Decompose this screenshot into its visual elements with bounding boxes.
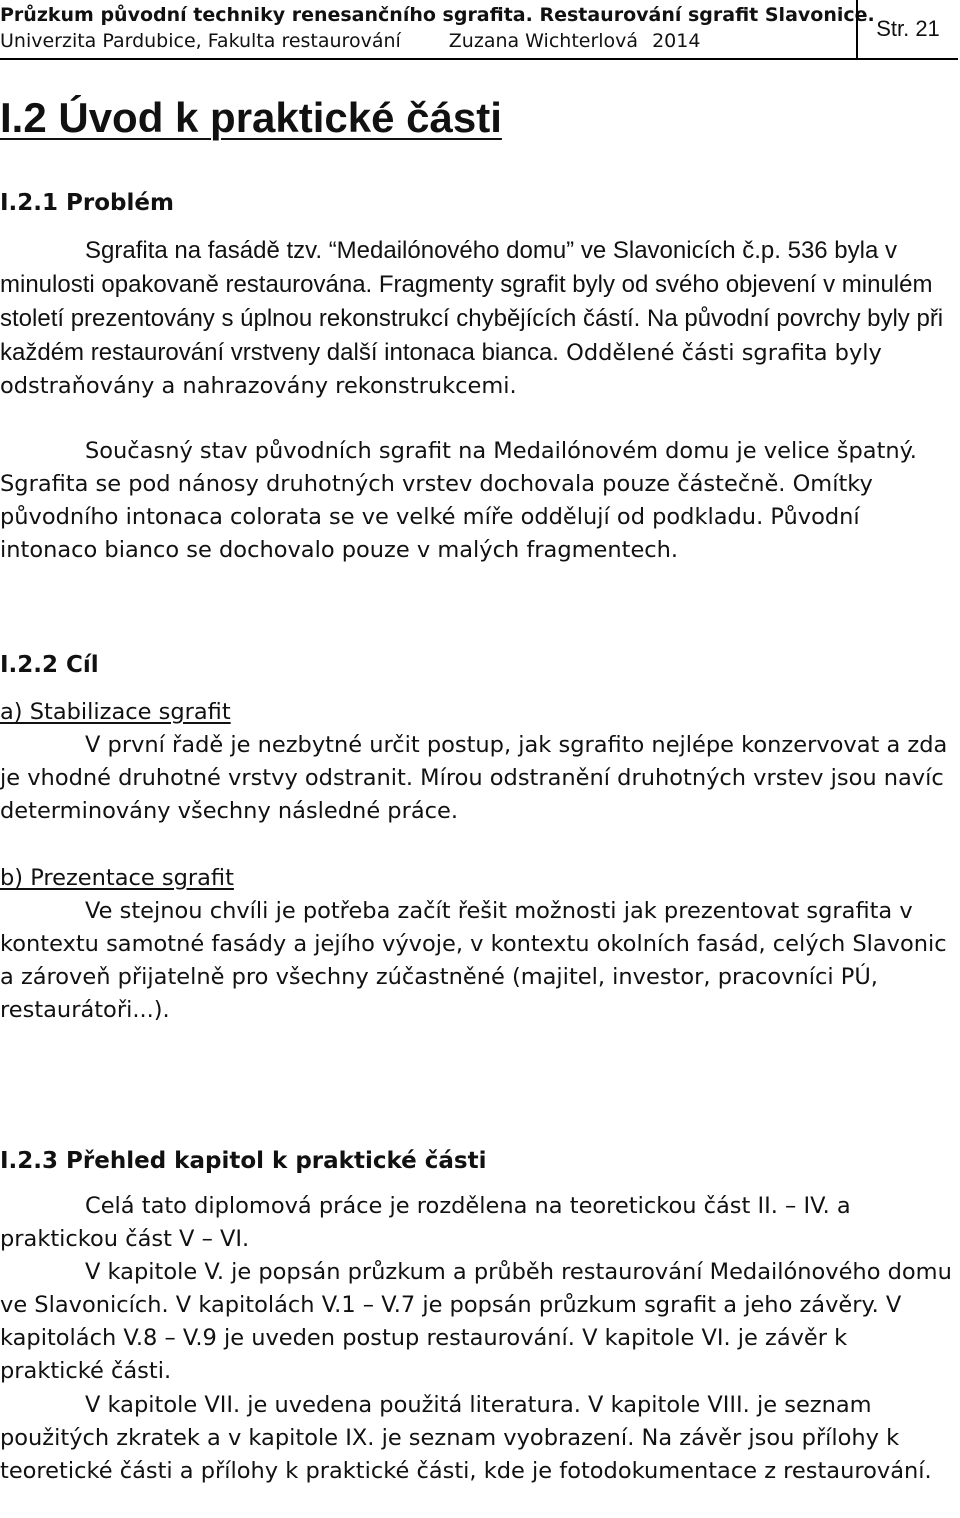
header-year: 2014 [652, 30, 701, 52]
header-author: Zuzana Wichterlová [448, 30, 639, 52]
subheading-presentation: b) Prezentace sgrafit [0, 865, 234, 891]
goal-paragraph-a: V první řadě je nezbytné určit postup, jak sgrafito nejlépe konzervovat a zda je vhodné druhotné vrstvy odstranit. Mírou odstranění druhotných vrstev jsou navíc determinovány všechny následné práce. [0, 732, 948, 824]
problem-paragraph-1-tail: Oddělené části sgrafita byly odstraňovány a nahrazovány rekonstrukcemi. [0, 340, 882, 399]
problem-paragraph-2: Současný stav původních sgrafit na Medailónovém domu je velice špatný. Sgrafita se pod nánosy druhotných vrstev dochovala pouze částečně. Omítky původního intonaca colorata se ve velké míře oddělují od podkladu. Původní intonaco bianco se dochovalo pouze v malých fragmentech. [0, 438, 917, 563]
goal-paragraph-b: Ve stejnou chvíli je potřeba začít řešit možnosti jak prezentovat sgrafita v kontextu samotné fasády a jejího vývoje, v kontextu okolních fasád, celých Slavonic a zároveň přijatelně pro všechny zúčastněné (majitel, investor, pracovníci PÚ, restaurátoři...). [0, 898, 947, 1023]
subheading-stabilization: a) Stabilizace sgrafit [0, 699, 231, 725]
section-heading-goal: I.2.2 Cíl [0, 652, 99, 678]
overview-paragraph-1: Celá tato diplomová práce je rozdělena na teoretickou část II. – IV. a praktickou část V – VI. [0, 1193, 851, 1252]
section-heading-overview: I.2.3 Přehled kapitol k praktické části [0, 1148, 487, 1174]
header-subtitle [0, 27, 856, 55]
header-institution: Univerzita Pardubice, Fakulta restaurování [0, 30, 401, 52]
overview-paragraph-3: V kapitole VII. je uvedena použitá literatura. V kapitole VIII. je seznam použitých zkratek a v kapitole IX. je seznam vyobrazení. Na závěr jsou přílohy k teoretické části a přílohy k praktické části, kde je fotodokumentace z restaurování. [0, 1392, 932, 1484]
overview-paragraph-2: V kapitole V. je popsán průzkum a průběh restaurování Medailónového domu ve Slavonicích. V kapitolách V.1 – V.7 je popsán průzkum sgrafit a jeho závěry. V kapitolách V.8 – V.9 je uveden postup restaurování. V kapitole VI. je závěr k praktické části. [0, 1259, 952, 1384]
page-header [0, 0, 958, 60]
chapter-title: I.2 Úvod k praktické části [0, 94, 502, 141]
section-heading-problem: I.2.1 Problém [0, 190, 174, 216]
header-title: Průzkum původní techniky renesančního sgrafita. Restaurování sgrafit Slavonice. [0, 4, 875, 26]
problem-paragraph-1-text: Sgrafita na fasádě tzv. “Medailónového domu” ve Slavonicích č.p. 536 byla v minulosti opakovaně restaurována. Fragmenty sgrafit byly od svého objevení v minulém století prezentovány s úplnou rekonstrukcí chybějících částí. Na původní povrchy byly při každém restaurování vrstveny další intonaca bianca. [0, 237, 944, 366]
header-text [0, 3, 875, 55]
problem-paragraph-1 [0, 234, 958, 403]
page-number: Str. 21 [856, 0, 958, 58]
